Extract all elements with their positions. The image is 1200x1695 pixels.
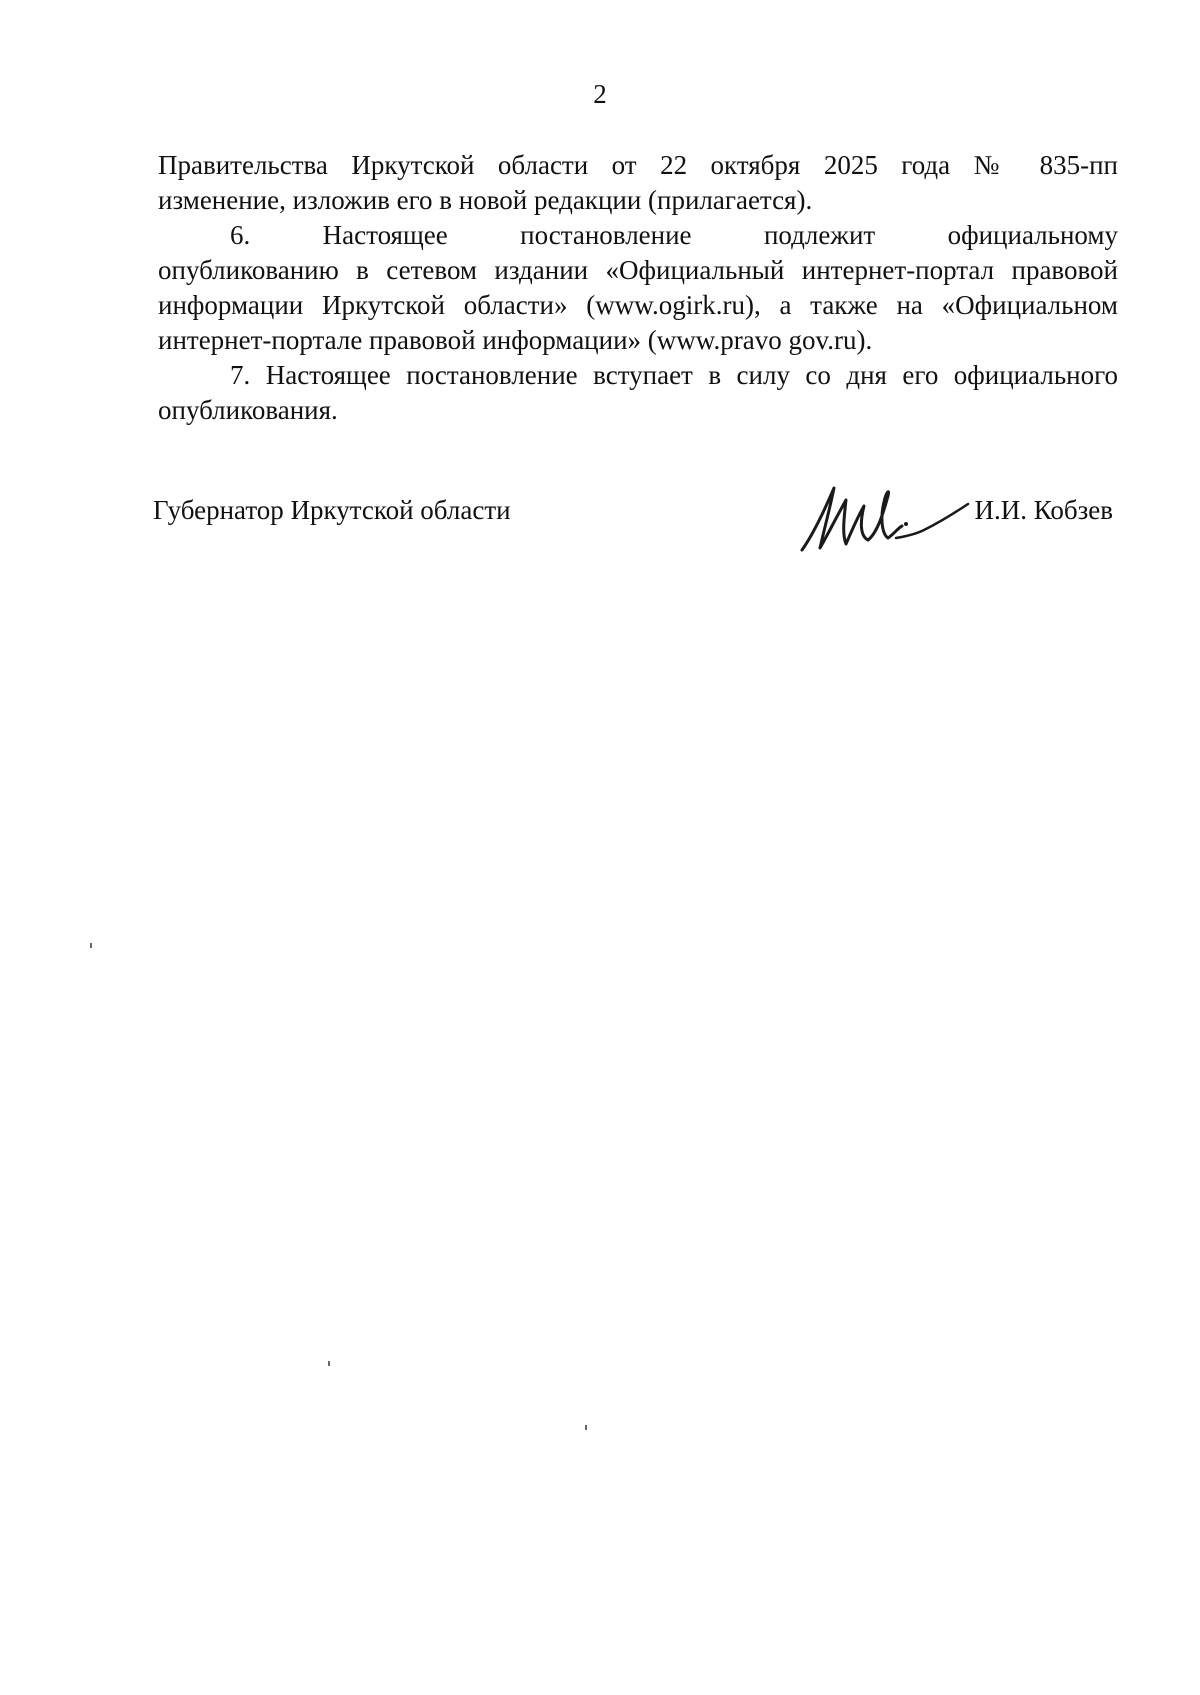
paragraph-7 [158, 358, 1118, 428]
text-line: опубликования. [158, 395, 338, 425]
scan-speck [585, 1425, 587, 1430]
document-body [158, 148, 1118, 428]
text-line: 6. Настоящее постановление подлежит официальному [230, 220, 1118, 250]
handwritten-signature [790, 478, 980, 558]
page-number: 2 [593, 79, 607, 109]
text-line: Правительства Иркутской области от 22 октября 2025 года № 835-пп [158, 150, 1118, 180]
text-line: информации Иркутской области» (www.ogirk.ru), а также на «Официальном [158, 290, 1118, 320]
signer-name: И.И. Кобзев [974, 495, 1113, 525]
text-line: опубликованию в сетевом издании «Официальный интернет-портал правовой [158, 255, 1118, 285]
text-line: изменение, изложив его в новой редакции (прилагается). [158, 185, 813, 215]
scan-speck [90, 943, 92, 948]
paragraph-6 [158, 218, 1118, 358]
paragraph-5-continuation [158, 148, 1118, 218]
scan-speck [328, 1361, 330, 1366]
text-line: 7. Настоящее постановление вступает в силу со дня его официального [230, 360, 1118, 390]
text-line: интернет-портале правовой информации» (www.pravo gov.ru). [158, 325, 873, 355]
signer-position: Губернатор Иркутской области [153, 495, 511, 525]
